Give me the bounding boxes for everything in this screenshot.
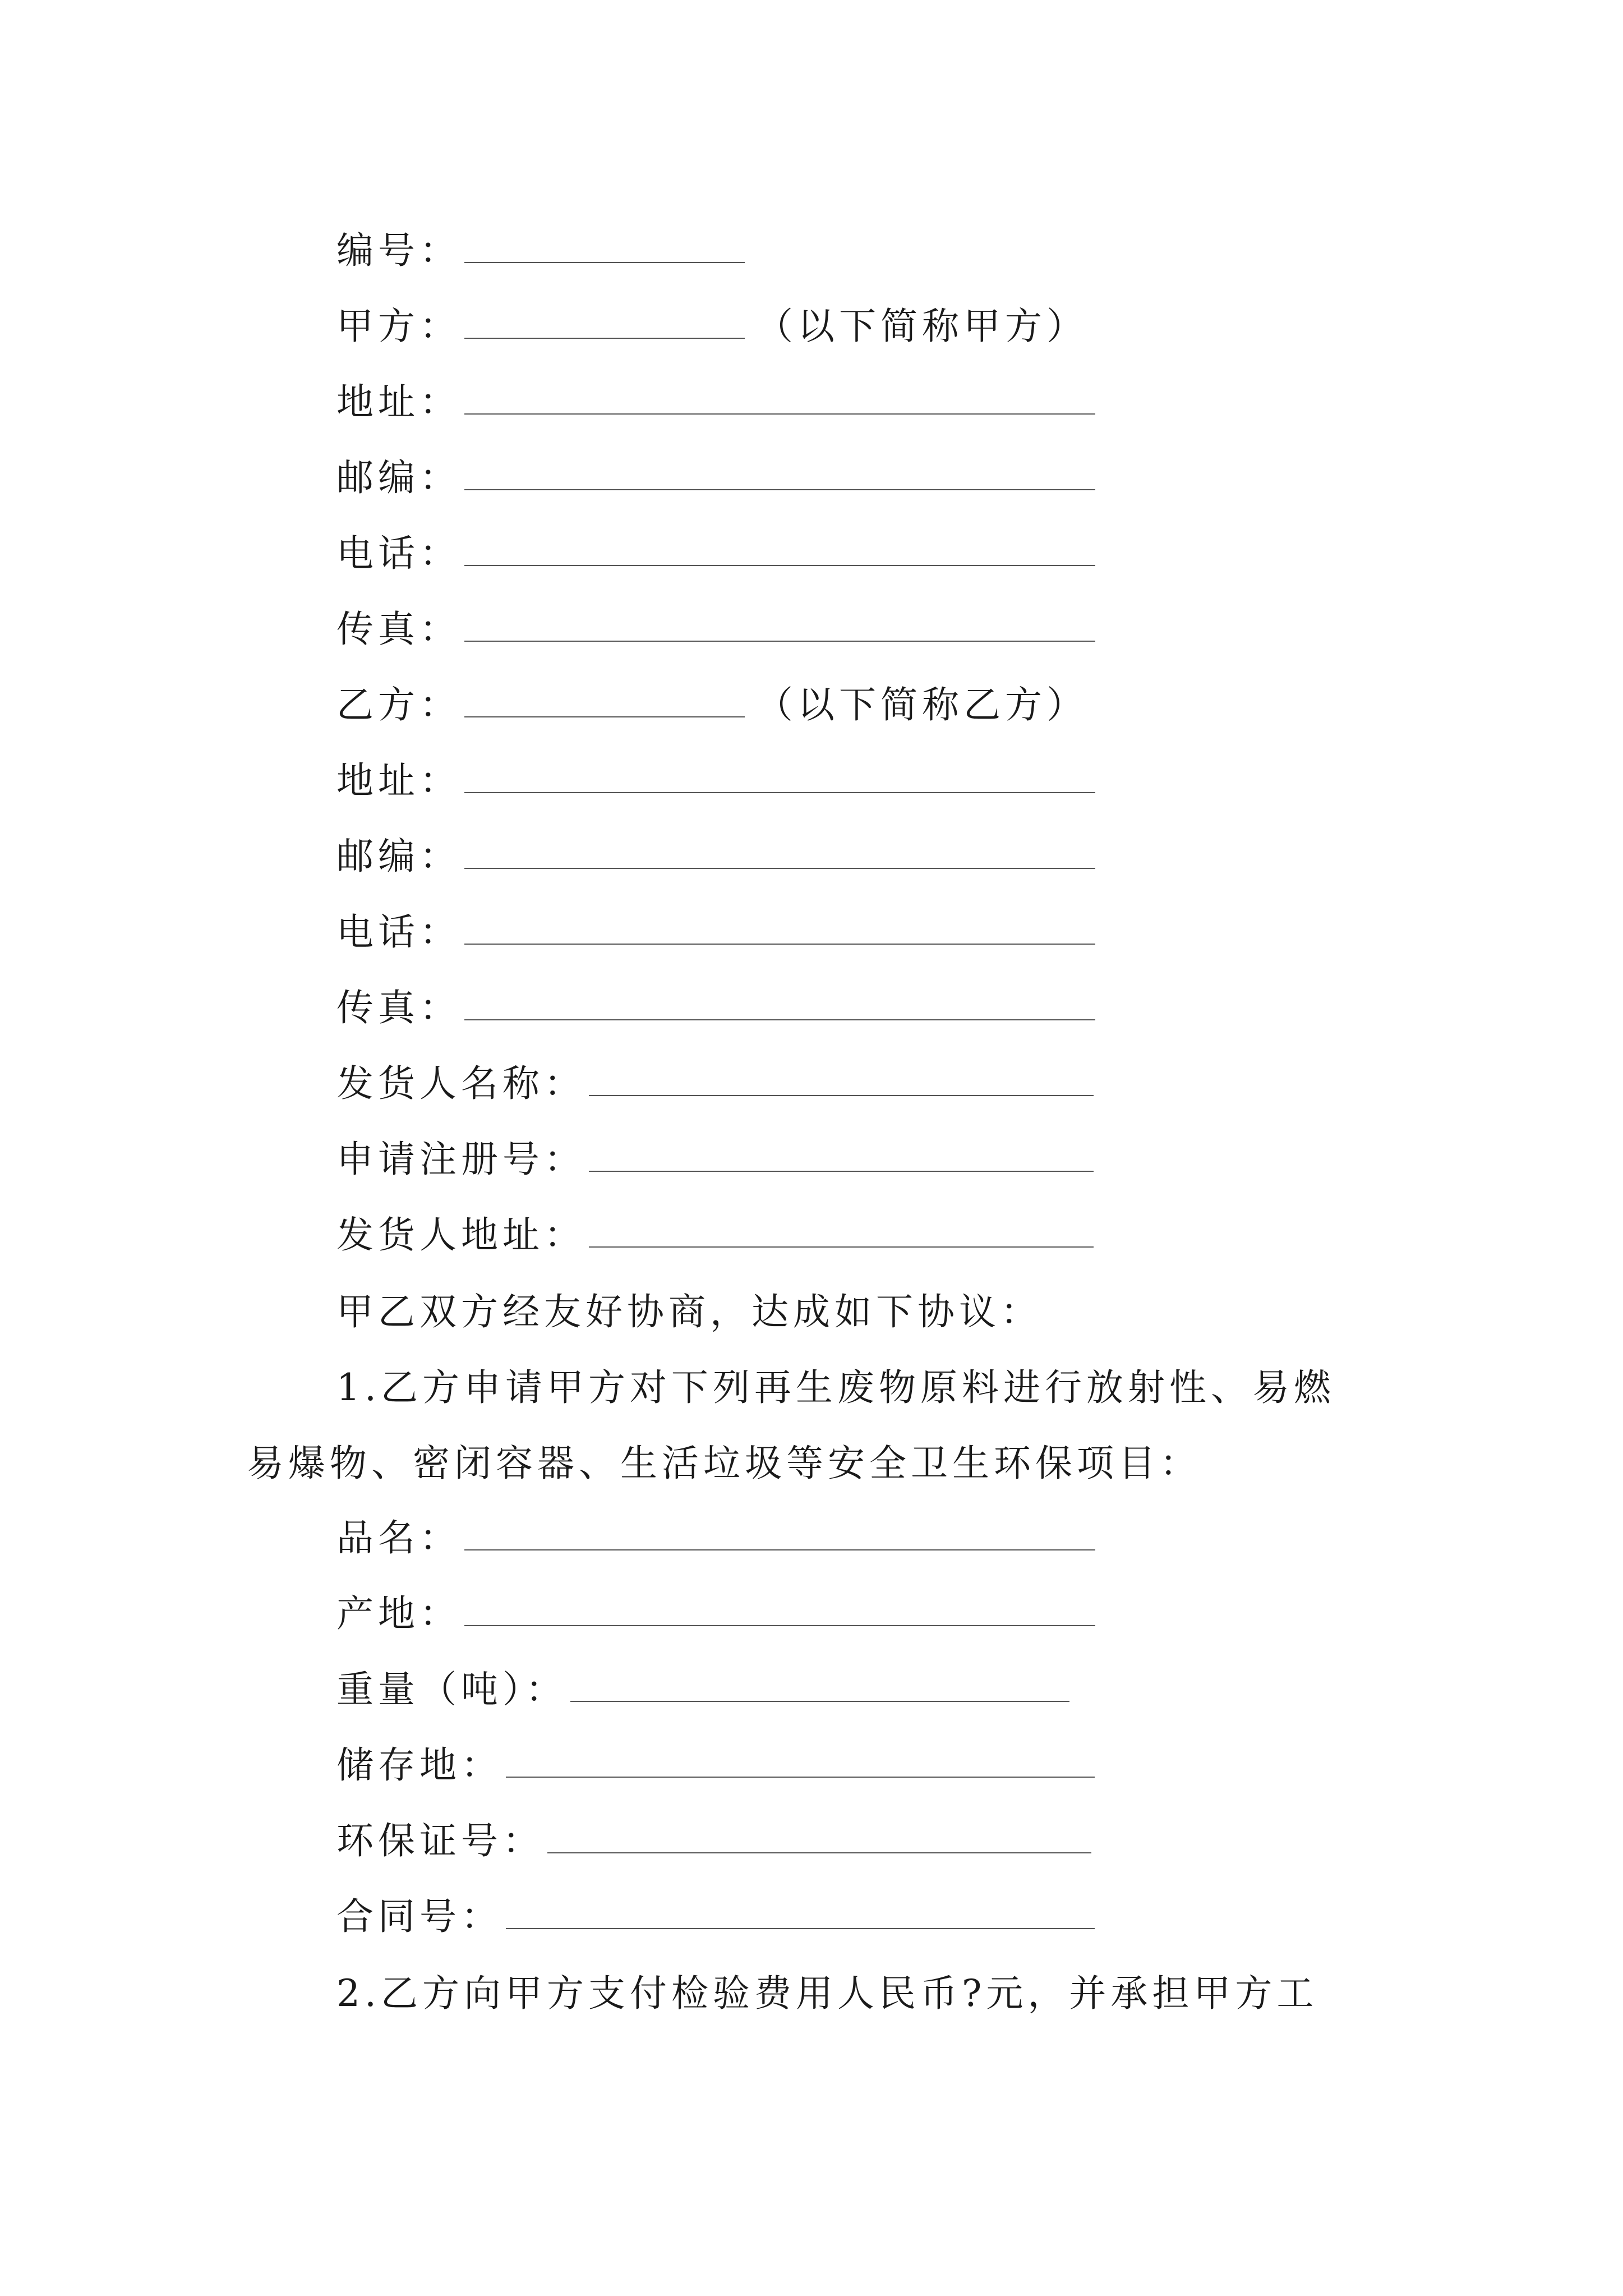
field-storage-location	[336, 1731, 1095, 1792]
field-label: 储存地：	[336, 1743, 502, 1787]
field-environmental-cert-number	[336, 1806, 1091, 1868]
field-shipper-name	[336, 1049, 1094, 1111]
field-shipper-address	[336, 1200, 1094, 1262]
field-note: （以下简称乙方）	[756, 683, 1088, 726]
blank-line	[464, 1594, 1095, 1626]
blank-line	[464, 761, 1095, 793]
field-label: 发货人地址：	[336, 1213, 585, 1257]
field-label: 地址：	[336, 380, 461, 424]
field-note: （以下简称甲方）	[756, 304, 1088, 348]
field-label: 重量（吨）：	[336, 1667, 567, 1711]
blank-line	[464, 685, 745, 717]
blank-line	[570, 1669, 1069, 1702]
blank-line	[506, 1745, 1095, 1778]
blank-line	[464, 1518, 1095, 1550]
clause-1-line-1: 1.乙方申请甲方对下列再生废物原料进行放射性、易燃	[336, 1366, 1335, 1409]
field-label: 乙方：	[336, 683, 461, 726]
blank-line	[464, 231, 745, 263]
blank-line	[464, 912, 1095, 945]
field-party-b-phone	[336, 898, 1095, 959]
blank-line	[589, 1139, 1094, 1172]
field-label: 传真：	[336, 986, 461, 1029]
blank-line	[464, 458, 1095, 490]
field-party-b	[336, 670, 1088, 732]
field-label: 电话：	[336, 531, 461, 575]
field-label: 邮编：	[336, 455, 461, 499]
field-party-a-postcode	[336, 443, 1095, 505]
blank-line	[589, 1215, 1094, 1248]
field-contract-number	[336, 216, 745, 278]
field-party-a-phone	[336, 519, 1095, 581]
field-party-a-address	[336, 367, 1095, 429]
field-label: 编号：	[336, 228, 461, 272]
field-label: 电话：	[336, 910, 461, 954]
field-party-a-fax	[336, 595, 1095, 656]
field-label: 产地：	[336, 1591, 461, 1635]
field-party-b-address	[336, 746, 1095, 808]
field-registration-number	[336, 1125, 1094, 1186]
field-contract-no	[336, 1882, 1095, 1944]
field-party-b-postcode	[336, 822, 1095, 884]
blank-line	[506, 1897, 1095, 1929]
field-origin	[336, 1579, 1095, 1641]
clause-2-line-1: 2.乙方向甲方支付检验费用人民币?元，并承担甲方工	[336, 1972, 1318, 2015]
field-label: 邮编：	[336, 834, 461, 878]
field-product-name	[336, 1503, 1095, 1565]
field-label: 地址：	[336, 758, 461, 802]
field-label: 申请注册号：	[336, 1137, 585, 1181]
field-weight	[336, 1655, 1069, 1717]
blank-line	[464, 306, 745, 339]
field-label: 环保证号：	[336, 1819, 544, 1862]
blank-line	[464, 533, 1095, 566]
clause-1-line-2: 易爆物、密闭容器、生活垃圾等安全卫生环保项目：	[247, 1442, 1201, 1485]
field-label: 甲方：	[336, 304, 461, 348]
field-party-b-fax	[336, 973, 1095, 1035]
field-label: 传真：	[336, 607, 461, 651]
field-label: 发货人名称：	[336, 1061, 585, 1105]
field-label: 合同号：	[336, 1894, 502, 1938]
blank-line	[464, 382, 1095, 415]
field-label: 品名：	[336, 1516, 461, 1559]
blank-line	[547, 1821, 1091, 1853]
blank-line	[464, 836, 1095, 869]
blank-line	[464, 988, 1095, 1020]
intro-paragraph: 甲乙双方经友好协商，达成如下协议：	[336, 1290, 1042, 1333]
blank-line	[589, 1064, 1094, 1096]
field-party-a	[336, 292, 1088, 353]
blank-line	[464, 609, 1095, 642]
